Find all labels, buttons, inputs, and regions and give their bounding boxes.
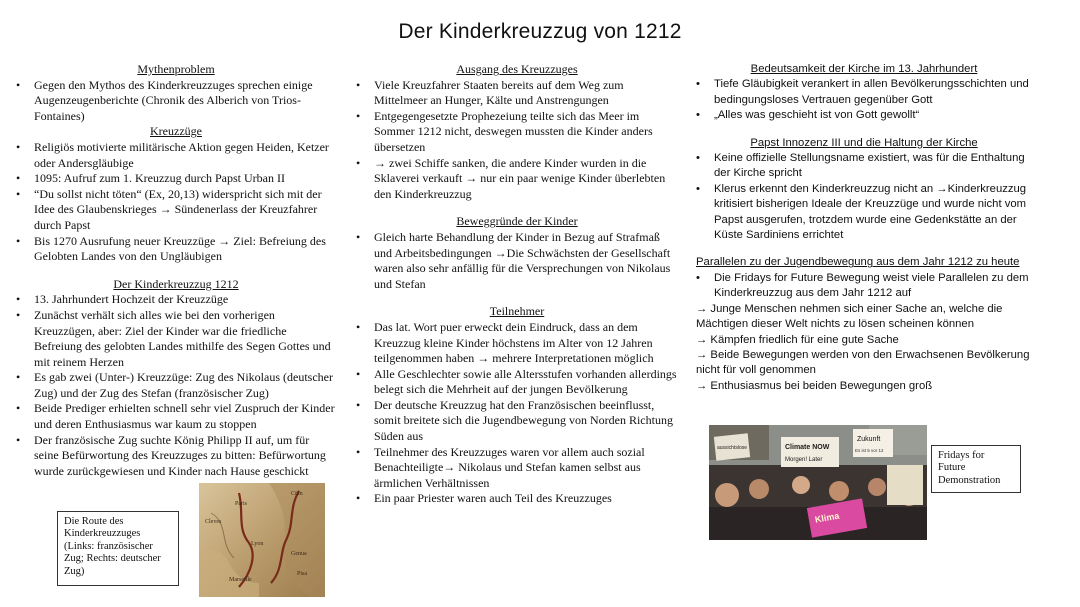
list-teilnehmer — [356, 320, 678, 507]
list-item: • Der französische Zug suchte König Philipp II auf, um für seine Befürwortung des Kreuzzuges zu bitten: Befürwortung wurde zurückgewiesen und Kinder nach Hause geschickt — [16, 433, 336, 480]
list-item: • Alle Geschlechter sowie alle Altersstufen vorhanden allerdings belegt sich die Mehrheit auf der jungen Bevölkerung — [356, 367, 678, 398]
heading-mythenproblem: Mythenproblem — [137, 62, 215, 76]
heading-ausgang: Ausgang des Kreuzzuges — [456, 62, 578, 76]
list-item: • Bis 1270 Ausrufung neuer Kreuzzüge → Ziel: Befreiung des Gelobten Landes von den Ungläubigen — [16, 234, 336, 265]
photo-caption: Fridays for Future Demonstration — [931, 445, 1021, 493]
list-item: • Entgegengesetzte Prophezeiung teilte sich das Meer im Sommer 1212 nicht, deswegen mussten die Kinder anders übersetzen — [356, 109, 678, 156]
map-label: Lyon — [251, 541, 264, 547]
list-item: • Gleich harte Behandlung der Kinder in Bezug auf Strafmaß und Arbeitsbedingungen →Die Schwächsten der Gesellschaft waren also sehr anfällig für die Versprechungen von Nikolaus und Stefan — [356, 230, 678, 292]
list-papst-innozenz — [696, 151, 1032, 243]
list-mythenproblem — [16, 78, 336, 125]
photo-sign: aussichtslose — [717, 445, 748, 451]
heading-teilnehmer: Teilnehmer — [489, 304, 545, 319]
heading-bedeutsamkeit: Bedeutsamkeit der Kirche im 13. Jahrhundert — [750, 63, 978, 75]
map-label: Cleves — [205, 519, 222, 525]
list-ausgang — [356, 78, 678, 203]
photo-sign: Klima — [814, 510, 840, 525]
list-item: • Keine offizielle Stellungsname existiert, was für die Enthaltung der Kirche spricht — [696, 151, 1032, 182]
list-item: • Zunächst verhält sich alles wie bei den vorherigen Kreuzzügen, aber: Ziel der Kinder war die friedliche Befreiung des gelobten Landes mithilfe des Segen Gottes und mit reinem Herzen — [16, 308, 336, 370]
list-item: • 1095: Aufruf zum 1. Kreuzzug durch Papst Urban II — [16, 171, 336, 187]
column-left — [16, 62, 336, 479]
heading-beweggruende: Beweggründe der Kinder — [456, 214, 578, 229]
list-item: • Gegen den Mythos des Kinderkreuzzuges sprechen einige Augenzeugenberichte (Chronik des Alberich von Trios-Fontaines) — [16, 78, 336, 125]
parallel-line: → Junge Menschen nehmen sich einer Sache an, welche die Mächtigen dieser Welt nichts zu lösen scheinen können — [696, 302, 1003, 331]
list-item: • 13. Jahrhundert Hochzeit der Kreuzzüge — [16, 292, 336, 308]
list-item: • Der deutsche Kreuzzug hat den Französischen beeinflusst, somit breitete sich die Jugendbewegung von Norden Richtung Süden aus — [356, 398, 678, 445]
map-label: Cöln — [291, 491, 303, 497]
list-item: • Religiös motivierte militärische Aktion gegen Heiden, Ketzer oder Andersgläubige — [16, 140, 336, 171]
heading-parallelen: Parallelen zu der Jugendbewegung aus dem Jahr 1212 zu heute — [696, 256, 1020, 269]
list-item: • Beide Prediger erhielten schnell sehr viel Zuspruch der Kinder und deren Enthusiasmus war kaum zu stoppen — [16, 401, 336, 432]
list-item: • „Alles was geschieht ist von Gott gewollt“ — [696, 108, 1032, 123]
photo-sign: Climate NOW — [785, 444, 830, 451]
route-map-image — [199, 483, 325, 597]
photo-sign: Zukunft — [857, 436, 881, 443]
list-item: • Ein paar Priester waren auch Teil des Kreuzzuges — [356, 491, 678, 507]
map-label: Paris — [235, 501, 247, 507]
page-title: Der Kinderkreuzzug von 1212 — [398, 20, 682, 43]
fridays-for-future-photo — [709, 425, 927, 540]
heading-kinderkreuzzug-1212: Der Kinderkreuzzug 1212 — [113, 276, 239, 291]
map-label: Marseille — [229, 577, 252, 583]
parallel-line: → Beide Bewegungen werden von den Erwachsenen Bevölkerung nicht für voll genommen — [696, 348, 1030, 377]
route-map-drawing — [199, 483, 325, 597]
photo-sign: Es ist 5 vor 12 — [855, 448, 884, 453]
list-beweggruende — [356, 230, 678, 292]
column-right — [696, 62, 1032, 394]
list-item: • Teilnehmer des Kreuzzuges waren vor allem auch sozial Benachteiligte→ Nikolaus und Stefan kamen selbst aus ärmlichen Verhältnissen — [356, 445, 678, 492]
list-item: • Die Fridays for Future Bewegung weist viele Parallelen zu dem Kinderkreuzzug aus dem Jahr 1212 auf — [696, 271, 1032, 302]
parallel-line: → Kämpfen friedlich für eine gute Sache — [696, 333, 899, 346]
list-kreuzzuege — [16, 140, 336, 265]
list-item: • → zwei Schiffe sanken, die andere Kinder wurden in die Sklaverei verkauft → nur ein paar wenige Kinder überlebten den Kinderkreuzzug — [356, 156, 678, 203]
list-item: • Das lat. Wort puer erweckt dein Eindruck, dass an dem Kreuzzug kleine Kinder höchstens im Alter von 12 Jahren teilgenommen haben → mehrere Interpretationen möglich — [356, 320, 678, 367]
column-middle — [356, 62, 678, 507]
list-kinderkreuzzug — [16, 292, 336, 479]
map-label: Genua — [291, 551, 307, 557]
list-parallelen — [696, 271, 1032, 302]
photo-drawing — [709, 425, 927, 540]
map-caption: Die Route des Kinderkreuzzuges (Links: französischer Zug; Rechts: deutscher Zug) — [57, 511, 179, 586]
heading-papst-innozenz: Papst Innozenz III und die Haltung der Kirche — [750, 136, 978, 149]
list-item: • “Du sollst nicht töten“ (Ex, 20,13) widerspricht sich mit der Idee des Glaubenskrieges → Sündenerlass der Kreuzfahrer durch Papst — [16, 187, 336, 234]
map-label: Pisa — [297, 571, 308, 577]
list-item: • Es gab zwei (Unter-) Kreuzzüge: Zug des Nikolaus (deutscher Zug) und der Zug des Stefan (französischer Zug) — [16, 370, 336, 401]
list-bedeutsamkeit — [696, 77, 1032, 123]
heading-kreuzzuege: Kreuzzüge — [150, 124, 202, 139]
parallel-line: → Enthusiasmus bei beiden Bewegungen groß — [696, 379, 933, 392]
photo-sign: Morgen! Later — [785, 457, 823, 463]
list-item: • Tiefe Gläubigkeit verankert in allen Bevölkerungsschichten und bedingungsloses Vertrauen gegenüber Gott — [696, 77, 1032, 108]
list-item: • Viele Kreuzfahrer Staaten bereits auf dem Weg zum Mittelmeer an Hunger, Kälte und Anstrengungen — [356, 78, 678, 109]
list-item: • Klerus erkennt den Kinderkreuzzug nicht an →Kinderkreuzzug kritisiert bisherigen Ideale der Kreuzzüge und wurde nicht vom Papst ausgerufen, trotzdem wurde eine Gedenkstätte an der Küste Sardiniens errichtet — [696, 182, 1032, 244]
